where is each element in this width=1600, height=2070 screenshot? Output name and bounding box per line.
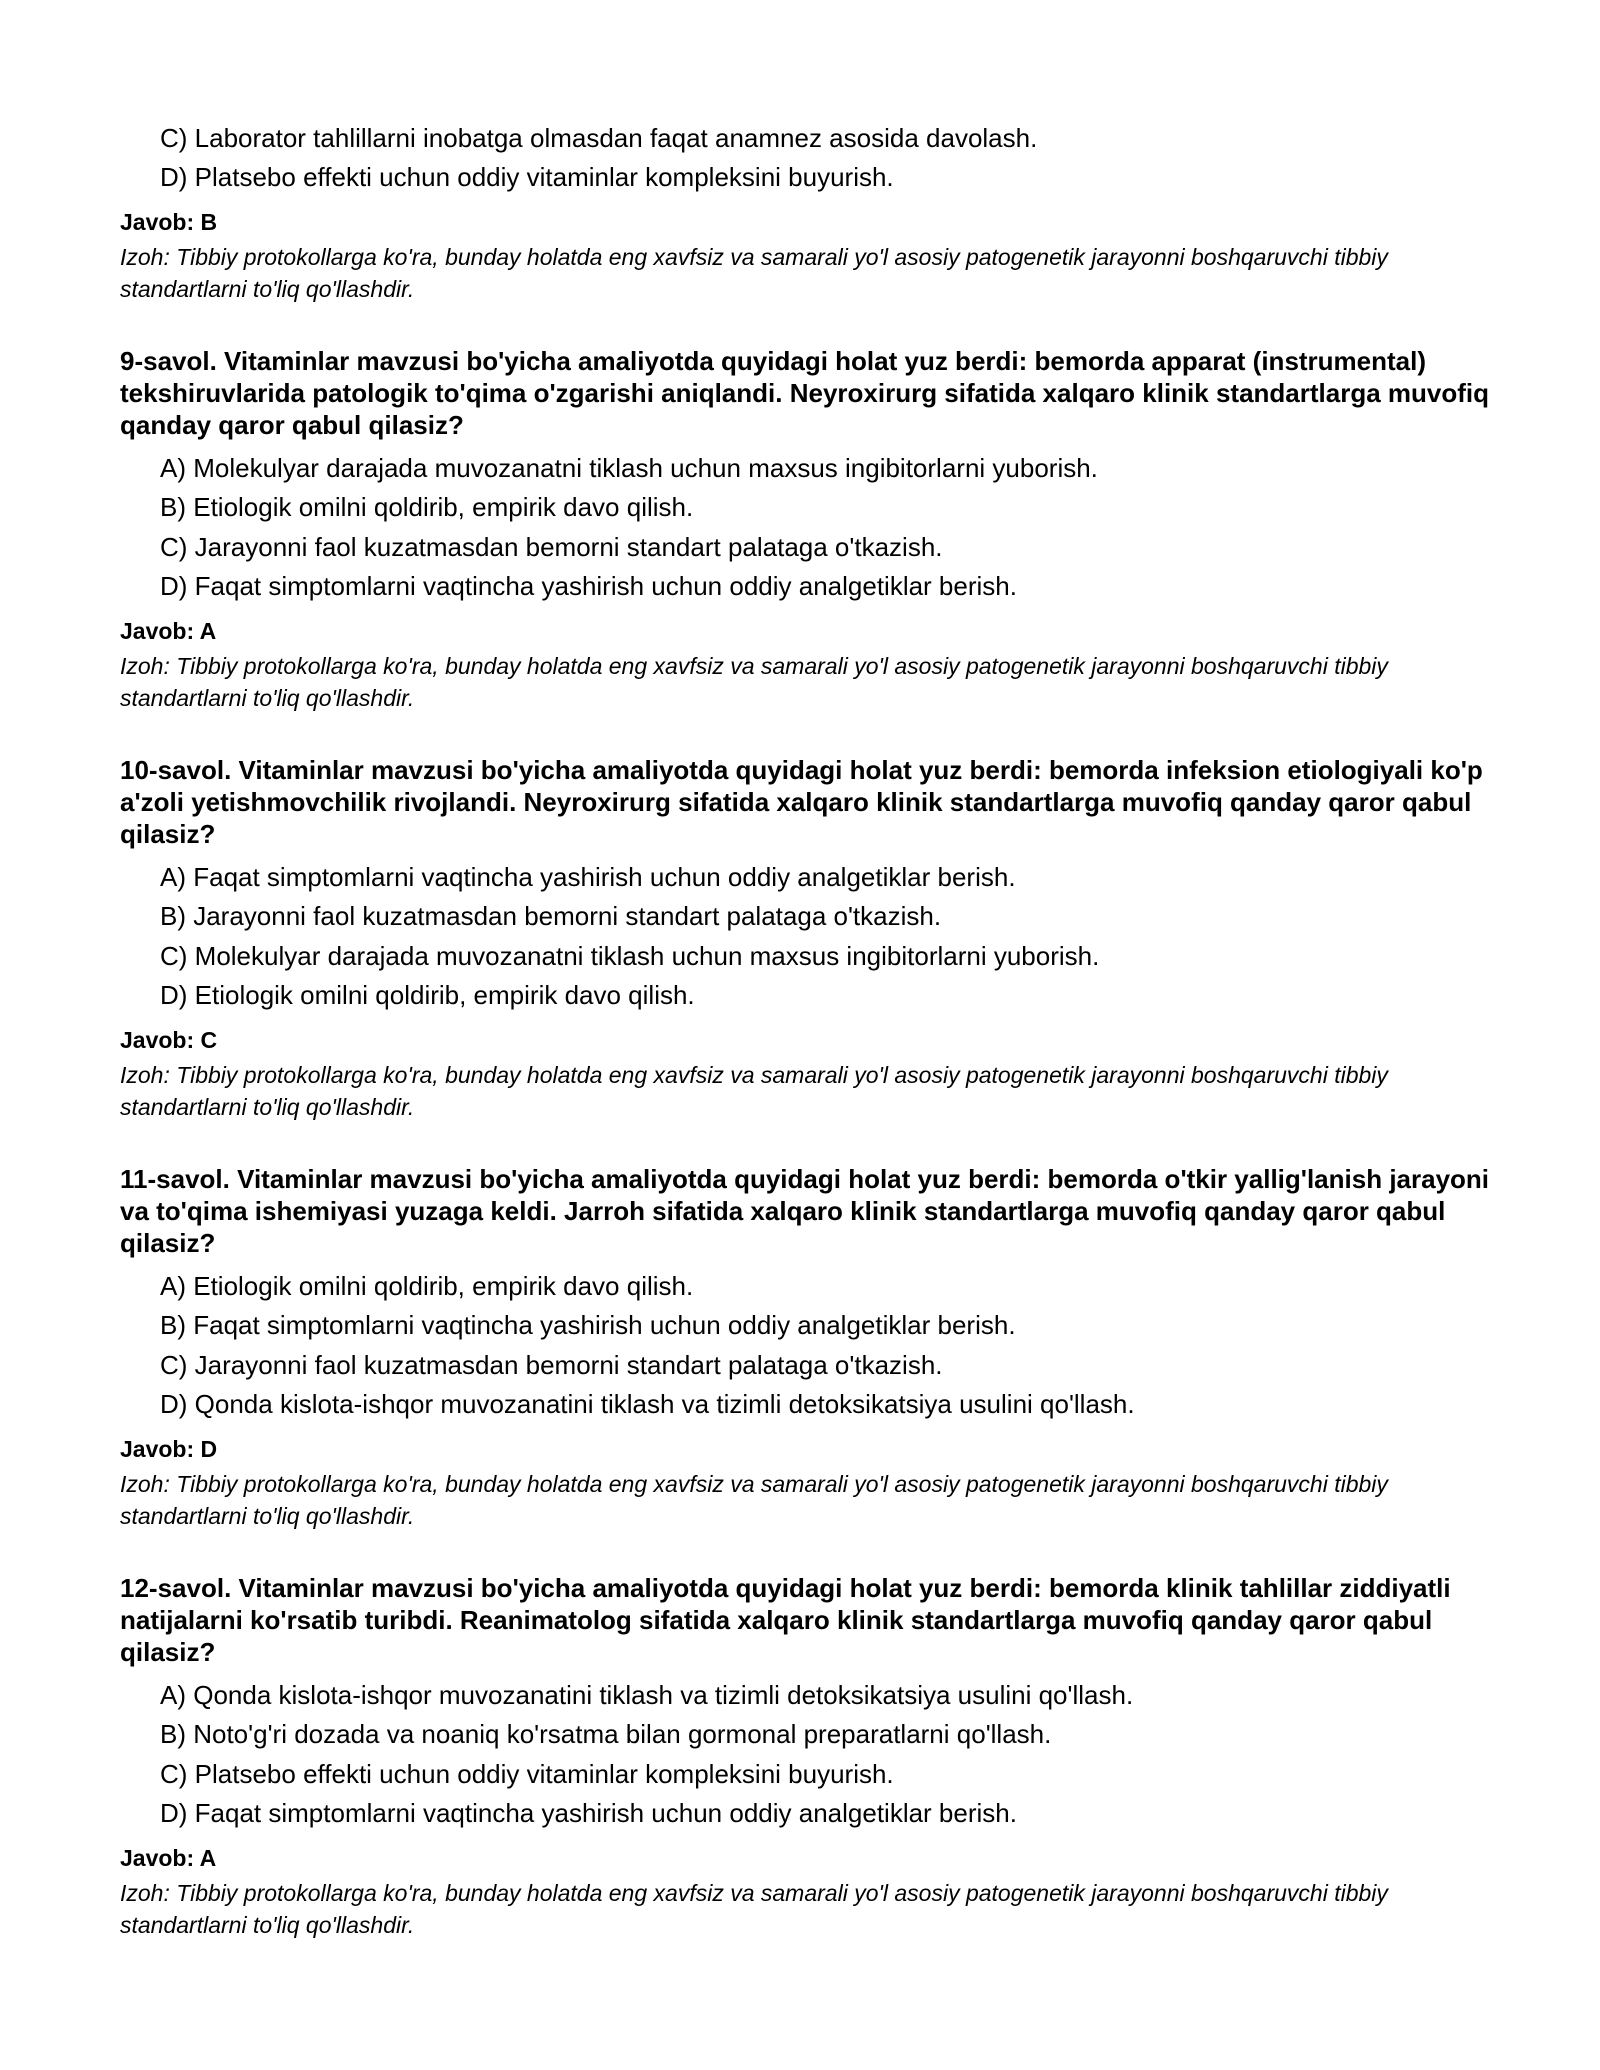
question-10-title: 10-savol. Vitaminlar mavzusi bo'yicha amaliyotda quyidagi holat yuz berdi: bemorda infeksion etiologiyali ko'p a'zoli yetishmovchilik rivojlandi. Neyroxirurg sifatida xalqaro klinik standartlarga muvofiq qanday qaror qabul qilasiz? (120, 755, 1483, 849)
question-12-option-a: A) Qonda kislota-ishqor muvozanatini tiklash va tizimli detoksikatsiya usulini qo'llash. (160, 1680, 1134, 1710)
question-11-option-c: C) Jarayonni faol kuzatmasdan bemorni standart palataga o'tkazish. (160, 1350, 943, 1380)
question-10-note: Izoh: Tibbiy protokollarga ko'ra, bunday holatda eng xavfsiz va samarali yo'l asosiy patogenetik jarayonni boshqaruvchi tibbiy standartlarni to'liq qo'llashdir. (120, 1062, 1388, 1120)
prev-note: Izoh: Tibbiy protokollarga ko'ra, bunday holatda eng xavfsiz va samarali yo'l asosiy patogenetik jarayonni boshqaruvchi tibbiy standartlarni to'liq qo'llashdir. (120, 244, 1388, 302)
question-12-note: Izoh: Tibbiy protokollarga ko'ra, bunday holatda eng xavfsiz va samarali yo'l asosiy patogenetik jarayonni boshqaruvchi tibbiy standartlarni to'liq qo'llashdir. (120, 1880, 1388, 1938)
prev-option-d: D) Platsebo effekti uchun oddiy vitaminlar kompleksini buyurish. (160, 162, 894, 192)
question-9-note: Izoh: Tibbiy protokollarga ko'ra, bunday holatda eng xavfsiz va samarali yo'l asosiy patogenetik jarayonni boshqaruvchi tibbiy standartlarni to'liq qo'llashdir. (120, 653, 1388, 711)
question-10-option-b: B) Jarayonni faol kuzatmasdan bemorni standart palataga o'tkazish. (160, 901, 942, 931)
prev-option-c: C) Laborator tahlillarni inobatga olmasdan faqat anamnez asosida davolash. (160, 123, 1038, 153)
question-9-title: 9-savol. Vitaminlar mavzusi bo'yicha amaliyotda quyidagi holat yuz berdi: bemorda apparat (instrumental) tekshiruvlarida patologik to'qima o'zgarishi aniqlandi. Neyroxirurg sifatida xalqaro klinik standartlarga muvofiq qanday qaror qabul qilasiz? (120, 346, 1490, 440)
question-10-option-d: D) Etiologik omilni qoldirib, empirik davo qilish. (160, 980, 695, 1010)
question-10-answer: Javob: C (120, 1027, 218, 1053)
question-9-option-c: C) Jarayonni faol kuzatmasdan bemorni standart palataga o'tkazish. (160, 532, 943, 562)
question-12-option-b: B) Noto'g'ri dozada va noaniq ko'rsatma bilan gormonal preparatlarni qo'llash. (160, 1719, 1052, 1749)
question-11-option-a: A) Etiologik omilni qoldirib, empirik davo qilish. (160, 1271, 694, 1301)
question-12-title: 12-savol. Vitaminlar mavzusi bo'yicha amaliyotda quyidagi holat yuz berdi: bemorda klinik tahlillar ziddiyatli natijalarni ko'rsatib turibdi. Reanimatolog sifatida xalqaro klinik standartlarga muvofiq qanday qaror qabul qilasiz? (120, 1573, 1451, 1667)
question-11-option-b: B) Faqat simptomlarni vaqtincha yashirish uchun oddiy analgetiklar berish. (160, 1310, 1016, 1340)
question-9-option-b: B) Etiologik omilni qoldirib, empirik davo qilish. (160, 492, 694, 522)
question-11-note: Izoh: Tibbiy protokollarga ko'ra, bunday holatda eng xavfsiz va samarali yo'l asosiy patogenetik jarayonni boshqaruvchi tibbiy standartlarni to'liq qo'llashdir. (120, 1471, 1388, 1529)
question-11-answer: Javob: D (120, 1436, 218, 1462)
question-12-option-d: D) Faqat simptomlarni vaqtincha yashirish uchun oddiy analgetiklar berish. (160, 1798, 1017, 1828)
prev-answer: Javob: B (120, 209, 218, 235)
question-10-option-a: A) Faqat simptomlarni vaqtincha yashirish uchun oddiy analgetiklar berish. (160, 862, 1016, 892)
question-9-option-d: D) Faqat simptomlarni vaqtincha yashirish uchun oddiy analgetiklar berish. (160, 571, 1017, 601)
question-9-option-a: A) Molekulyar darajada muvozanatni tiklash uchun maxsus ingibitorlarni yuborish. (160, 453, 1098, 483)
question-9-answer: Javob: A (120, 618, 217, 644)
question-11-option-d: D) Qonda kislota-ishqor muvozanatini tiklash va tizimli detoksikatsiya usulini qo'llash. (160, 1389, 1135, 1419)
question-12-option-c: C) Platsebo effekti uchun oddiy vitaminlar kompleksini buyurish. (160, 1759, 894, 1789)
question-12-answer: Javob: A (120, 1845, 217, 1871)
question-11-title: 11-savol. Vitaminlar mavzusi bo'yicha amaliyotda quyidagi holat yuz berdi: bemorda o'tkir yallig'lanish jarayoni va to'qima ishemiyasi yuzaga keldi. Jarroh sifatida xalqaro klinik standartlarga muvofiq qanday qaror qabul qilasiz? (120, 1164, 1490, 1258)
question-10-option-c: C) Molekulyar darajada muvozanatni tiklash uchun maxsus ingibitorlarni yuborish. (160, 941, 1100, 971)
